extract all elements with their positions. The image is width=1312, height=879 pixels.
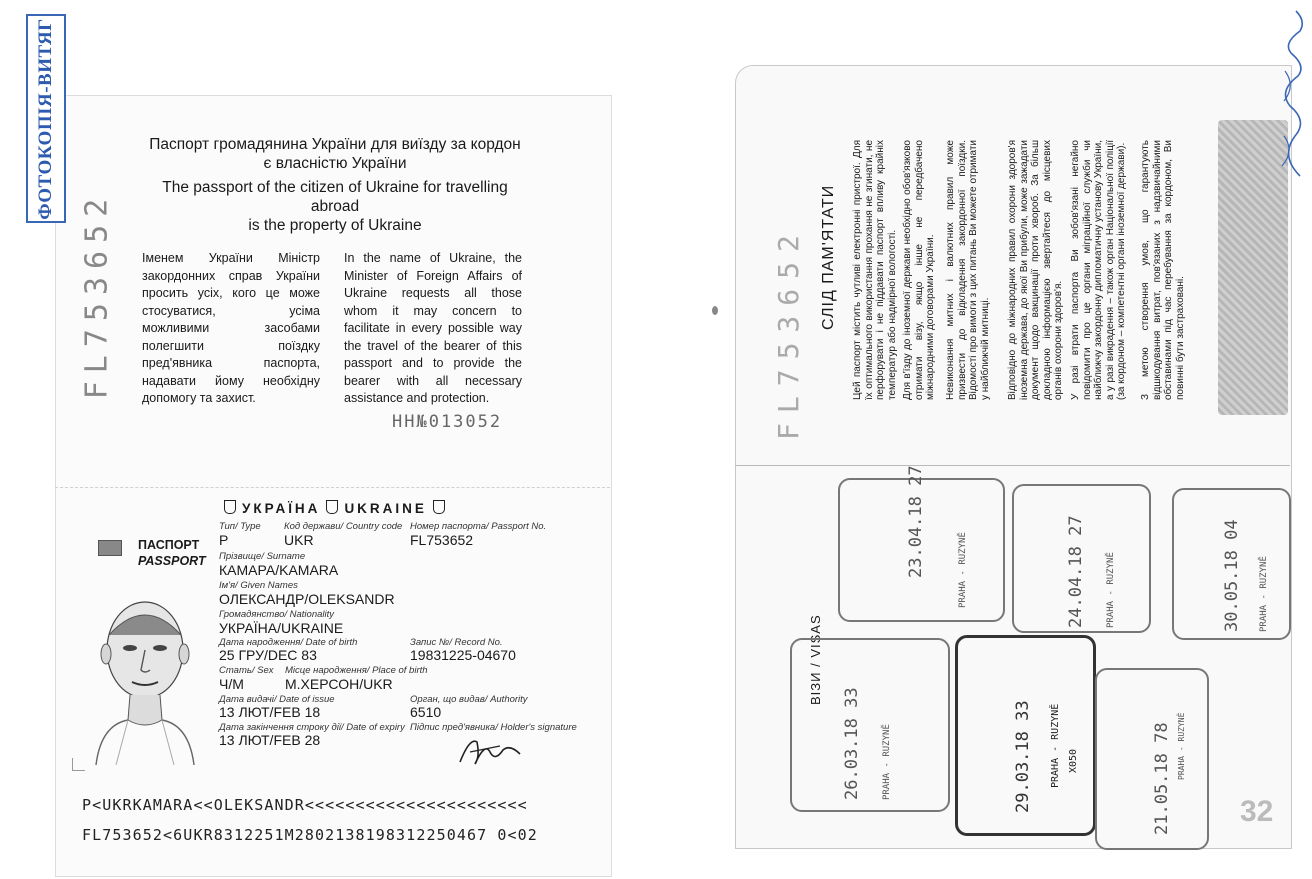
holder-signature-label: Підпис пред'явника/ Holder's signature bbox=[410, 722, 577, 733]
authority-value: 6510 bbox=[410, 704, 442, 720]
dob-value: 25 ГРУ/DEC 83 bbox=[219, 647, 317, 663]
memo-title: СЛІД ПАМ'ЯТАТИ bbox=[820, 184, 837, 330]
issue-date-label: Дата видачі/ Date of issue bbox=[219, 694, 335, 705]
mrz-line-2: FL753652<6UKR8312251M2802138198312250467 0<02 bbox=[82, 826, 538, 844]
memo-paragraph-3: Невиконання митних і валютних правил може призвести до відкладення закордонної поїздки. Відомості про вимоги з цих питань Ви можете отримати у найближчій митниці. bbox=[945, 140, 991, 400]
request-text-ukrainian: Іменем України Міністр закордонних справ України просить усіх, кого це може стосуватися, усіма можливими засобами полегшити поїздку пред'явника паспорта, надавати йому необхідну допомогу та захист. bbox=[142, 251, 320, 405]
exit-stamp: 21.05.18 78 PRAHA - RUZYNĚ bbox=[1095, 668, 1209, 850]
request-text-english: In the name of Ukraine, the Minister of Foreign Affairs of Ukraine requests all those whom it may concern to facilitate in every possible way the travel of the bearer of this passport and to provide the bearer with all necessary assistance and protection. bbox=[344, 251, 522, 405]
exit-stamp: 24.04.18 27 PRAHA - RUZYNĚ bbox=[1012, 484, 1151, 633]
issue-date-value: 13 ЛЮТ/FEB 18 bbox=[219, 704, 321, 720]
trident-icon bbox=[224, 500, 236, 514]
surname-value: КАМАРА/KAMARA bbox=[219, 562, 339, 578]
expiry-date-value: 13 ЛЮТ/FEB 28 bbox=[219, 732, 321, 748]
memo-paragraph-5: У разі втрати паспорта Ви зобов'язані негайно повідомити про це органи міграційної служби чи найближчу закордонну дипломатичну установу України, а у разі викрадення – також орган Національної поліції (за кордоном – компетентні органи іноземної держави). bbox=[1070, 140, 1127, 400]
nationality-value: УКРАЇНА/UKRAINE bbox=[219, 620, 344, 636]
passport-no-label: Номер паспорта/ Passport No. bbox=[410, 521, 547, 532]
entry-stamp: 26.03.18 33 PRAHA - RUZYNĚ bbox=[790, 638, 950, 812]
title-ukrainian: Паспорт громадянина України для виїзду за кордон є власністю України bbox=[149, 136, 521, 172]
sex-value: Ч/M bbox=[219, 676, 244, 692]
place-of-birth-value: М.ХЕРСОН/UKR bbox=[285, 676, 393, 692]
trident-icon bbox=[326, 500, 338, 514]
photocopy-stamp-text: ФОТОКОПІЯ-ВИТЯГ bbox=[35, 17, 56, 220]
perforated-number-left: FL753652 bbox=[79, 190, 115, 400]
document-type-label: ПАСПОРТ PASSPORT bbox=[138, 538, 206, 568]
scan-speck bbox=[712, 306, 718, 315]
holder-photo bbox=[86, 590, 204, 765]
type-label: Тип/ Type bbox=[219, 521, 261, 532]
photo-corner-mark bbox=[72, 758, 85, 771]
perforated-number-right: FL753652 bbox=[772, 225, 805, 440]
data-page-header: УКРАЇНА UKRAINE bbox=[218, 500, 451, 516]
page-fold-divider bbox=[735, 465, 1290, 467]
handwritten-certification bbox=[1270, 6, 1312, 181]
nationality-label: Громадянство/ Nationality bbox=[219, 609, 334, 620]
memo-paragraph-6: З метою створення умов, що гарантують відшкодування витрат, пов'язаних з надзвичайними обставинами під час перебування за кордоном, Ви повинні бути застраховані. bbox=[1140, 140, 1186, 400]
entry-stamp: 29.03.18 33 PRAHA - RUZYNĚ X050 bbox=[955, 635, 1096, 836]
type-value: P bbox=[219, 532, 229, 548]
page-number: 32 bbox=[1240, 795, 1274, 828]
given-names-value: ОЛЕКСАНДР/OLEKSANDR bbox=[219, 591, 395, 607]
memo-paragraph-1: Цей паспорт містить чутливі електронні пристрої. Для їх оптимального використання прохання не згинати, не перфорувати і не піддавати паспорт впливу крайніх температур або надмірної вологості. bbox=[852, 140, 898, 400]
series-number: НН№013052 bbox=[392, 412, 503, 432]
mrz-line-1: P<UKRKAMARA<<OLEKSANDR<<<<<<<<<<<<<<<<<<<<<< bbox=[82, 796, 528, 814]
place-of-birth-label: Місце народження/ Place of birth bbox=[285, 665, 428, 676]
dob-label: Дата народження/ Date of birth bbox=[219, 637, 358, 648]
trident-icon bbox=[433, 500, 445, 514]
title-english: The passport of the citizen of Ukraine for travelling abroad is the property of Ukraine bbox=[162, 179, 508, 234]
country-code-value: UKR bbox=[284, 532, 314, 548]
exit-stamp: 30.05.18 04 PRAHA - RUZYNĚ bbox=[1172, 488, 1291, 640]
country-code-label: Код держави/ Country code bbox=[284, 521, 403, 532]
memo-paragraph-4: Відповідно до міжнародних правил охорони здоров'я іноземна держава, до якої Ви прибули, може зажадати документ щодо вакцинації проти хвороб. За більш докладною інформацією звертайтеся до місцевих органів охорони здоров'я. bbox=[1007, 140, 1064, 400]
given-names-label: Ім'я/ Given Names bbox=[219, 580, 298, 591]
visas-label: ВІЗИ / VISAS bbox=[808, 614, 823, 705]
entry-stamp: 23.04.18 27 PRAHA - RUZYNĚ bbox=[838, 478, 1005, 622]
record-no-value: 19831225-04670 bbox=[410, 647, 516, 663]
expiry-date-label: Дата закінчення строку дії/ Date of expiry bbox=[219, 722, 405, 733]
holder-signature bbox=[455, 732, 525, 772]
passport-no-value: FL753652 bbox=[410, 532, 474, 548]
surname-label: Прізвище/ Surname bbox=[219, 551, 306, 562]
chip-icon bbox=[98, 540, 122, 556]
sex-label: Стать/ Sex bbox=[219, 665, 274, 676]
record-no-label: Запис №/ Record No. bbox=[410, 637, 503, 648]
authority-label: Орган, що видав/ Authority bbox=[410, 694, 528, 705]
memo-paragraph-2: Для в'їзду до іноземної держави необхідно обов'язково отримати візу, якщо інше не передбачено міжнародними договорами України. bbox=[902, 140, 936, 400]
photocopy-extract-stamp bbox=[26, 14, 66, 223]
